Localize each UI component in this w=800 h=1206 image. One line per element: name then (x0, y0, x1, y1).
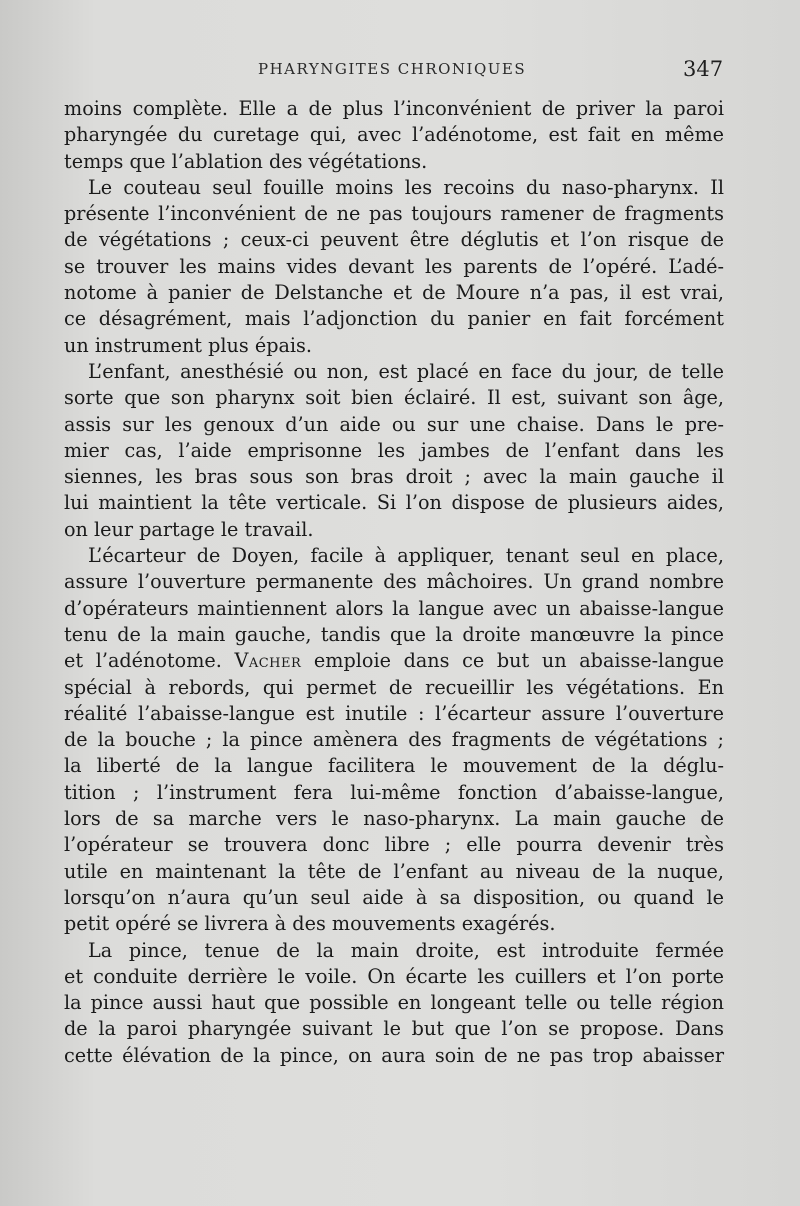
text-segment: emploie dans ce but un abaisse-langue (301, 649, 724, 673)
text-line: lorsqu’on n’aura qu’un seul aide à sa disposition, ou quand le (64, 885, 724, 909)
text-line: notome à panier de Delstanche et de Moure n’a pas, il est vrai, (64, 281, 724, 305)
text-line: l’opérateur se trouvera donc libre ; elle pourra devenir très (64, 833, 724, 857)
text-line: d’opérateurs maintiennent alors la langue avec un abaisse-langue (64, 596, 724, 620)
text-line: mier cas, l’aide emprisonne les jambes de l’enfant dans les (64, 438, 724, 462)
body-text (64, 96, 724, 1069)
text-line: lui maintient la tête verticale. Si l’on dispose de plusieurs aides, (64, 491, 724, 515)
text-line: de la bouche ; la pince amènera des fragments de végétations ; (64, 728, 724, 752)
text-line: de la paroi pharyngée suivant le but que l’on se propose. Dans (64, 1017, 724, 1041)
text-segment: et l’adénotome. (64, 649, 235, 673)
page-number: 347 (683, 57, 724, 81)
text-line: la pince aussi haut que possible en longeant telle ou telle région (64, 991, 724, 1015)
text-line: La pince, tenue de la main droite, est introduite fermée (88, 938, 724, 962)
text-line: L’écarteur de Doyen, facile à appliquer, tenant seul en place, (88, 544, 724, 568)
text-line: Le couteau seul fouille moins les recoins du naso-pharynx. Il (88, 175, 724, 199)
text-line: pharyngée du curetage qui, avec l’adénotome, est fait en même (64, 123, 724, 147)
text-line: présente l’inconvénient de ne pas toujours ramener de fragments (64, 202, 724, 226)
text-line: et conduite derrière le voile. On écarte les cuillers et l’on porte (64, 964, 724, 988)
text-line: sorte que son pharynx soit bien éclairé. Il est, suivant son âge, (64, 386, 724, 410)
text-line: un instrument plus épais. (64, 333, 312, 357)
text-line: tenu de la main gauche, tandis que la droite manœuvre la pince (64, 622, 724, 646)
running-title: PHARYNGITES CHRONIQUES (258, 60, 527, 78)
text-line: assure l’ouverture permanente des mâchoires. Un grand nombre (64, 570, 724, 594)
text-line: ce désagrément, mais l’adjonction du panier en fait forcément (64, 307, 724, 331)
text-line: petit opéré se livrera à des mouvements exagérés. (64, 912, 556, 936)
text-line: spécial à rebords, qui permet de recueillir les végétations. En (64, 675, 724, 699)
text-line: réalité l’abaisse-langue est inutile : l’écarteur assure l’ouverture (64, 701, 724, 725)
text-line: temps que l’ablation des végétations. (64, 149, 428, 173)
text-line: L’enfant, anesthésié ou non, est placé en face du jour, de telle (88, 359, 724, 383)
text-line (64, 648, 724, 674)
text-line: moins complète. Elle a de plus l’inconvénient de priver la paroi (64, 97, 724, 120)
author-name-vacher: Vacher (234, 649, 302, 673)
text-line: assis sur les genoux d’un aide ou sur une chaise. Dans le pre- (64, 412, 724, 436)
text-line: de végétations ; ceux-ci peuvent être déglutis et l’on risque de (64, 228, 724, 252)
text-line: utile en maintenant la tête de l’enfant au niveau de la nuque, (64, 859, 724, 883)
text-line: se trouver les mains vides devant les parents de l’opéré. L’adé- (64, 254, 724, 278)
text-line: siennes, les bras sous son bras droit ; avec la main gauche il (64, 465, 724, 489)
text-line: on leur partage le travail. (64, 517, 314, 541)
text-line: la liberté de la langue facilitera le mouvement de la déglu- (64, 754, 724, 778)
text-line: tition ; l’instrument fera lui-même fonction d’abaisse-langue, (64, 780, 724, 804)
text-line: cette élévation de la pince, on aura soin de ne pas trop abaisser (64, 1043, 724, 1067)
text-line: lors de sa marche vers le naso-pharynx. La main gauche de (64, 807, 724, 831)
running-head (0, 57, 800, 86)
